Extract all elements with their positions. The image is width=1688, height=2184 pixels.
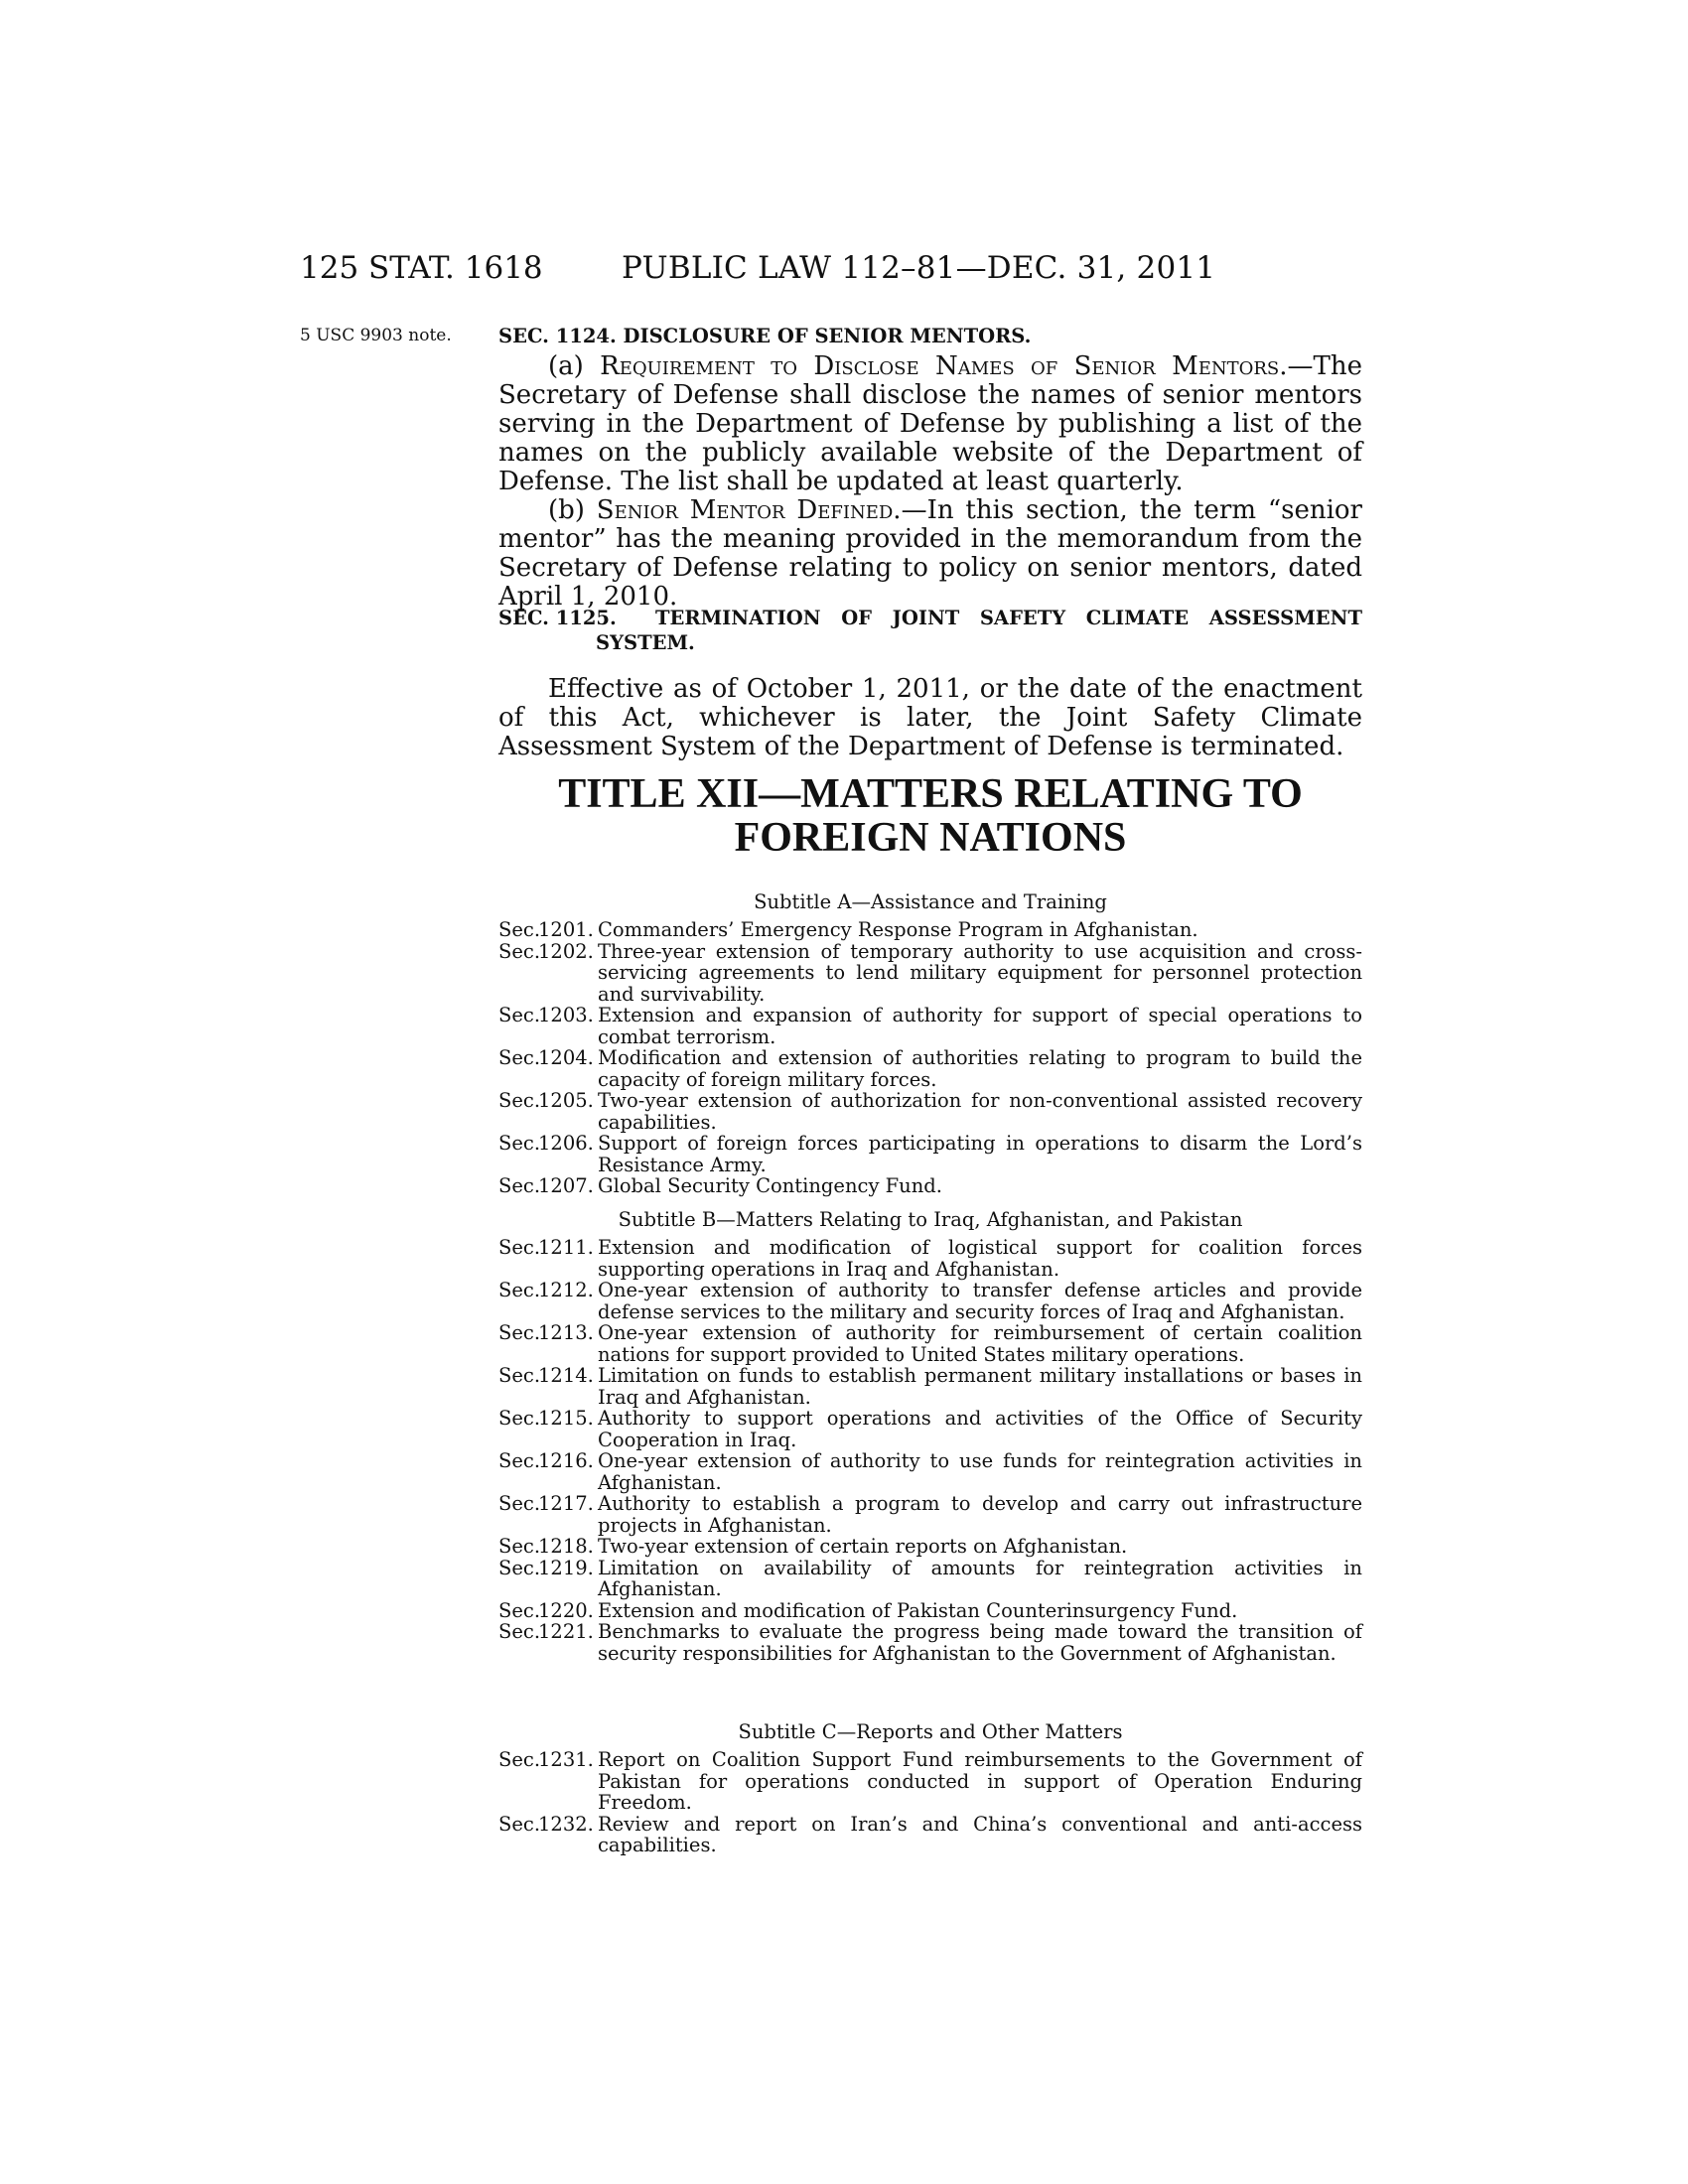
toc-entry-title: Review and report on Iran’s and China’s conventional and anti-access capabilities. [598, 1812, 1362, 1856]
section-1124-subsection-a [498, 352, 1362, 496]
statute-page-number: 125 STAT. 1618 [300, 250, 543, 286]
title-xii-heading [498, 772, 1362, 860]
toc-entry-title: Modification and extension of authorities relating to program to build the capacity of foreign military forces. [598, 1046, 1362, 1091]
toc-entry-number: 1206. [538, 1132, 594, 1155]
toc-entry-title: Extension and modification of Pakistan Counterinsurgency Fund. [598, 1598, 1238, 1622]
toc-entry-sec-prefix: Sec. [498, 1492, 541, 1515]
toc-entry-sec-prefix: Sec. [498, 1279, 541, 1301]
toc-subtitle-b [498, 1209, 1362, 1664]
toc-entry-title: Extension and expansion of authority for support of special operations to combat terrorism. [598, 1004, 1362, 1048]
toc-entry-title: Limitation on funds to establish permanent military installations or bases in Iraq and Afghanistan. [598, 1364, 1362, 1409]
toc-entry-title: One-year extension of authority for reimbursement of certain coalition nations for support provided to United States military operations. [598, 1321, 1362, 1366]
toc-entry [498, 1558, 1362, 1600]
toc-list-c [498, 1749, 1362, 1856]
subtitle-b-heading: Subtitle B—Matters Relating to Iraq, Afghanistan, and Pakistan [618, 1208, 1243, 1231]
toc-entry-number: 1220. [538, 1598, 594, 1622]
title-line-2: FOREIGN NATIONS [734, 815, 1127, 861]
toc-entry-number: 1203. [538, 1004, 594, 1026]
toc-entry [498, 1408, 1362, 1450]
toc-entry-sec-prefix: Sec. [498, 1556, 541, 1579]
toc-entry-title: One-year extension of authority to transfer defense articles and provide defense services to the military and security forces of Iraq and Afghanistan. [598, 1279, 1362, 1323]
toc-entry-number: 1231. [538, 1748, 594, 1771]
toc-entry [498, 1536, 1362, 1558]
section-1124-subsection-b [498, 496, 1362, 612]
toc-entry-number: 1204. [538, 1046, 594, 1069]
toc-entry-sec-prefix: Sec. [498, 1046, 541, 1069]
toc-list-a [498, 919, 1362, 1197]
section-1125-caption-line1: TERMINATION OF JOINT SAFETY CLIMATE ASSESSMENT [655, 607, 1362, 629]
toc-entry-number: 1214. [538, 1364, 594, 1387]
toc-entry-title: Support of foreign forces participating in operations to disarm the Lord’s Resistance Army. [598, 1132, 1362, 1176]
title-line-1: TITLE XII—MATTERS RELATING TO [558, 771, 1303, 817]
toc-entry-number: 1201. [538, 918, 594, 941]
toc-entry-number: 1212. [538, 1279, 594, 1301]
toc-entry [498, 1237, 1362, 1280]
toc-entry [498, 1814, 1362, 1856]
toc-entry-sec-prefix: Sec. [498, 1449, 541, 1472]
toc-entry-sec-prefix: Sec. [498, 1812, 541, 1836]
toc-entry-number: 1217. [538, 1492, 594, 1515]
subsection-a-caption: Requirement to Disclose Names of Senior Mentors. [600, 351, 1288, 381]
toc-subtitle-a [498, 891, 1362, 1197]
toc-entry-number: 1207. [538, 1174, 594, 1197]
section-1125-number: SEC. 1125. [498, 607, 617, 629]
toc-entry-sec-prefix: Sec. [498, 1748, 541, 1771]
toc-entry-sec-prefix: Sec. [498, 1132, 541, 1155]
toc-entry-number: 1216. [538, 1449, 594, 1472]
toc-entry [498, 1365, 1362, 1408]
toc-entry-number: 1215. [538, 1407, 594, 1430]
toc-entry [498, 1749, 1362, 1814]
toc-entry-title: Limitation on availability of amounts for reintegration activities in Afghanistan. [598, 1556, 1362, 1600]
toc-entry-sec-prefix: Sec. [498, 1236, 541, 1259]
subtitle-a-heading: Subtitle A—Assistance and Training [754, 890, 1107, 913]
section-1124-heading: SEC. 1124. DISCLOSURE OF SENIOR MENTORS. [498, 325, 1032, 347]
toc-entry [498, 1280, 1362, 1322]
toc-entry [498, 919, 1362, 941]
toc-entry-title: Two-year extension of authorization for non-conventional assisted recovery capabilities. [598, 1089, 1362, 1134]
section-1125-caption-line2: SYSTEM. [596, 631, 695, 654]
section-1125-text: Effective as of October 1, 2011, or the date of the enactment of this Act, whichever is later, the Joint Safety Climate Assessment System of the Department of Defense is terminated. [498, 674, 1362, 761]
toc-entry [498, 1493, 1362, 1536]
toc-entry-sec-prefix: Sec. [498, 1089, 541, 1112]
toc-entry-sec-prefix: Sec. [498, 1321, 541, 1344]
toc-entry-sec-prefix: Sec. [498, 1598, 541, 1622]
toc-entry-sec-prefix: Sec. [498, 1407, 541, 1430]
toc-entry-title: Two-year extension of certain reports on Afghanistan. [598, 1535, 1128, 1558]
toc-entry [498, 1600, 1362, 1622]
toc-entry-sec-prefix: Sec. [498, 1004, 541, 1026]
toc-entry [498, 1005, 1362, 1047]
subsection-b-label: (b) [548, 495, 597, 525]
toc-entry-title: Benchmarks to evaluate the progress being made toward the transition of security responsibilities for Afghanistan to the Government of Afghanistan. [598, 1620, 1362, 1665]
toc-entry [498, 1133, 1362, 1175]
toc-entry-title: Global Security Contingency Fund. [598, 1174, 942, 1197]
toc-entry-number: 1219. [538, 1556, 594, 1579]
toc-entry-number: 1205. [538, 1089, 594, 1112]
toc-entry [498, 1175, 1362, 1197]
toc-entry-number: 1202. [538, 939, 594, 963]
section-1124 [498, 324, 1362, 612]
margin-note: 5 USC 9903 note. [300, 326, 452, 345]
subsection-b-caption: Senior Mentor Defined. [596, 495, 902, 525]
subsection-a-dash: — [1287, 351, 1314, 381]
toc-entry-number: 1211. [538, 1236, 594, 1259]
subsection-a-text: The Secretary of Defense shall disclose the names of senior mentors serving in the Department of Defense by publishing a list of the names on the publicly available website of the Department of Defense. The list shall be updated at least quarterly. [498, 351, 1362, 496]
toc-entry-sec-prefix: Sec. [498, 1364, 541, 1387]
toc-entry-sec-prefix: Sec. [498, 918, 541, 941]
subsection-a-label: (a) [548, 351, 601, 381]
toc-entry-title: Report on Coalition Support Fund reimbursements to the Government of Pakistan for operations conducted in support of Operation Enduring Freedom. [598, 1748, 1362, 1814]
toc-entry-title: Authority to establish a program to develop and carry out infrastructure projects in Afghanistan. [598, 1492, 1362, 1537]
toc-entry [498, 1047, 1362, 1090]
toc-entry-number: 1213. [538, 1321, 594, 1344]
toc-subtitle-c [498, 1721, 1362, 1856]
toc-entry [498, 941, 1362, 1006]
subsection-b-text: —In this section, the term “senior mentor” has the meaning provided in the memorandum from the Secretary of Defense relating to policy on senior mentors, dated April 1, 2010. [498, 495, 1362, 612]
toc-entry-sec-prefix: Sec. [498, 1174, 541, 1197]
toc-entry [498, 1090, 1362, 1133]
toc-entry-title: Extension and modification of logistical support for coalition forces supporting operations in Iraq and Afghanistan. [598, 1236, 1362, 1281]
toc-entry-number: 1218. [538, 1535, 594, 1558]
subtitle-c-heading: Subtitle C—Reports and Other Matters [738, 1720, 1123, 1743]
toc-entry-title: Commanders’ Emergency Response Program in Afghanistan. [598, 918, 1198, 941]
toc-entry [498, 1450, 1362, 1493]
toc-entry-number: 1232. [538, 1812, 594, 1836]
toc-list-b [498, 1237, 1362, 1664]
toc-entry-sec-prefix: Sec. [498, 939, 541, 963]
toc-entry-title: One-year extension of authority to use funds for reintegration activities in Afghanistan. [598, 1449, 1362, 1494]
toc-entry-number: 1221. [538, 1620, 594, 1643]
toc-entry [498, 1621, 1362, 1664]
toc-entry-title: Authority to support operations and activities of the Office of Security Cooperation in Iraq. [598, 1407, 1362, 1451]
toc-entry-sec-prefix: Sec. [498, 1620, 541, 1643]
toc-entry-title: Three-year extension of temporary authority to use acquisition and cross-servicing agreements to lend military equipment for personnel protection and survivability. [598, 939, 1362, 1006]
public-law-header: PUBLIC LAW 112–81—DEC. 31, 2011 [622, 250, 1216, 286]
section-1125-heading [498, 606, 1362, 655]
section-1125 [498, 606, 1362, 761]
toc-entry [498, 1322, 1362, 1365]
toc-entry-sec-prefix: Sec. [498, 1535, 541, 1558]
